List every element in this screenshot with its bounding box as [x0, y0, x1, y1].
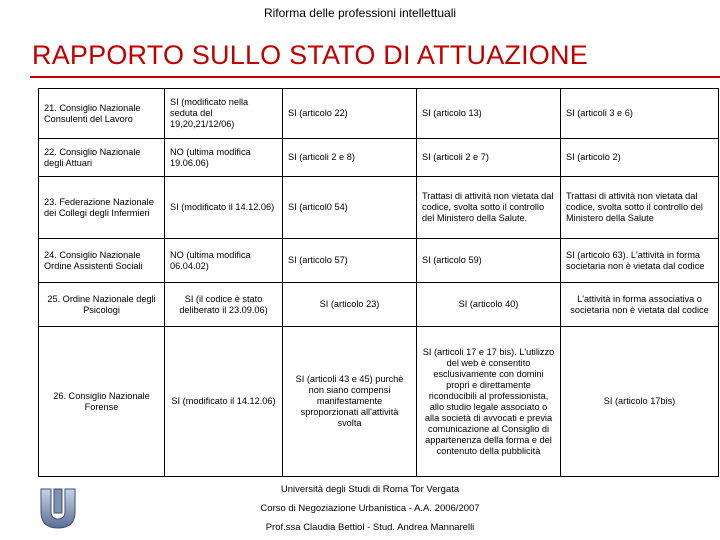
table-cell: 22. Consiglio Nazionale degli Attuari: [39, 139, 165, 177]
table-cell: 23. Federazione Nazionale dei Collegi degli Infermieri: [39, 177, 165, 239]
table-cell: 26. Consiglio Nazionale Forense: [39, 327, 165, 477]
table-cell: 24. Consiglio Nazionale Ordine Assistenti Sociali: [39, 239, 165, 283]
table-cell: SI (articoli 3 e 6): [561, 89, 719, 139]
table-cell: SI (articoli 43 e 45) purchè non siano compensi manifestamente sproporzionati all'attività svolta: [283, 327, 417, 477]
table-cell: SI (articolo 17bis): [561, 327, 719, 477]
title-divider: [30, 76, 720, 78]
table-cell: 21. Consiglio Nazionale Consulenti del Lavoro: [39, 89, 165, 139]
implementation-table: [38, 88, 719, 477]
table-cell: SI (articoli 17 e 17 bis). L'utilizzo del web è consentito esclusivamente con domini propri e direttamente riconducibili al professionista, allo studio legale associato o alla società di avvocati e previa comunicazione al Consiglio di appartenenza della forma e del contenuto della pubblicità: [417, 327, 561, 477]
table-cell: NO (ultima modifica 06.04.02): [165, 239, 283, 283]
table-cell: Trattasi di attività non vietata dal codice, svolta sotto il controllo del Ministero della Salute.: [417, 177, 561, 239]
table-cell: SI (modificato il 14.12.06): [165, 327, 283, 477]
table-row: [39, 283, 719, 327]
table-cell: SI (articoli 2 e 7): [417, 139, 561, 177]
table-cell: 25. Ordine Nazionale degli Psicologi: [39, 283, 165, 327]
university-logo-icon: [38, 487, 78, 529]
footer-authors: Prof.ssa Claudia Bettiol - Stud. Andrea Mannarelli: [265, 522, 475, 533]
table-row: [39, 89, 719, 139]
slide-title: RAPPORTO SULLO STATO DI ATTUAZIONE: [32, 40, 588, 70]
table-cell: SI (articolo 22): [283, 89, 417, 139]
table-cell: SI (articoli 2 e 8): [283, 139, 417, 177]
table-cell: SI (articolo 23): [283, 283, 417, 327]
table-cell: L'attività in forma associativa o societaria non è vietata dal codice: [561, 283, 719, 327]
table-cell: SI (articolo 2): [561, 139, 719, 177]
footer-course: Corso di Negoziazione Urbanistica - A.A. 2006/2007: [260, 503, 480, 514]
table-cell: SI (il codice è stato deliberato il 23.09.06): [165, 283, 283, 327]
table-cell: SI (articolo 57): [283, 239, 417, 283]
table-cell: SI (modificato nella seduta del 19,20,21/12/06): [165, 89, 283, 139]
table-cell: SI (articolo 13): [417, 89, 561, 139]
table-row: [39, 327, 719, 477]
table-cell: SI (articolo 63). L'attività in forma societaria non è vietata dal codice: [561, 239, 719, 283]
slide-header: Riforma delle professioni intellettuali: [263, 6, 457, 20]
table-cell: NO (ultima modifica 19.06.06): [165, 139, 283, 177]
table-cell: SI (articolo 40): [417, 283, 561, 327]
table-cell: Trattasi di attività non vietata dal codice, svolta sotto il controllo del Ministero della Salute: [561, 177, 719, 239]
table-row: [39, 177, 719, 239]
table-cell: SI (articol0 54): [283, 177, 417, 239]
table-row: [39, 139, 719, 177]
table-cell: SI (articolo 59): [417, 239, 561, 283]
table-row: [39, 239, 719, 283]
table-cell: SI (modificato il 14.12.06): [165, 177, 283, 239]
footer-university: Università degli Studi di Roma Tor Vergata: [280, 484, 460, 495]
